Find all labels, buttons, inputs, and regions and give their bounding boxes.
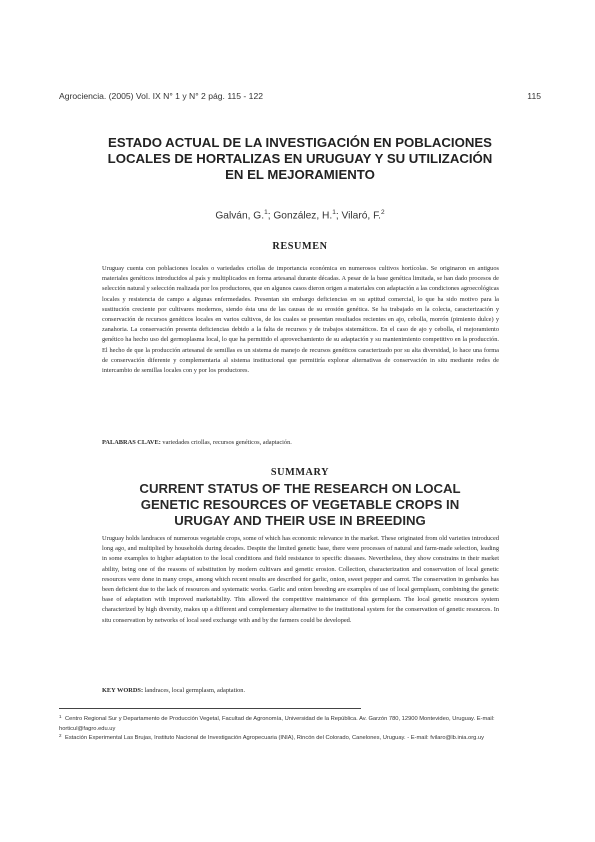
author-separator: ;	[267, 210, 274, 222]
journal-citation: Agrociencia. (2005) Vol. IX N° 1 y N° 2 pág. 115 - 122	[59, 91, 264, 101]
palabras-clave-text: variedades criollas, recursos genéticos, adaptación.	[160, 439, 292, 446]
key-words-text: landraces, local germplasm, adaptation.	[143, 687, 246, 694]
author-name: González, H.	[273, 210, 333, 222]
summary-text: Uruguay holds landraces of numerous vegetable crops, some of which has economic relevance in the market. These originated from old varieties introduced long ago, and multiplied by households during decades. Despite the limited genetic base, there were processes of natural and farm-made selection, leading in some examples to higher adaptation to the local conditions and field resistance to specific diseases. Nevertheless, they show constrains in their market ability, being one of the reasons of substitution by modern cultivars and genetic erosion. Collection, characterization and conservation of local genetic resources were done in many crops, among which recent results are described for garlic, onion, sweet pepper and carrot. The conservation in genbanks has been deficient due to the lack of resources and systematic works. Garlic and onion breeding are examples of use of local germplasm, combining the genetic base of adaptation with improved marketability. This allowed the competitive maintenance of this germplasm. The local genetic resources system characterized by high diversity, makes up a different and complementary alternative to the institutional system for the conservation of genetic resources. In situ conservation by networks of local seed exchange with and by the farmers could be developed.	[102, 535, 499, 624]
english-title-line: URUGAY AND THEIR USE IN BREEDING	[174, 512, 426, 528]
author-name: Vilaró, F.	[341, 210, 381, 222]
author-affiliation-mark: 1	[332, 209, 336, 216]
title-line: ESTADO ACTUAL DE LA INVESTIGACIÓN EN POBLACIONES	[108, 135, 492, 150]
footnote-text: Centro Regional Sur y Departamento de Producción Vegetal, Facultad de Agronomía, Universidad de la República. Av. Garzón 780, 12900 Montevideo, Uruguay. E-mail: horticul@fagro.edu.uy	[59, 716, 495, 732]
running-header	[59, 91, 541, 103]
author-separator: ;	[335, 210, 342, 222]
page-number: 115	[527, 91, 541, 101]
english-title-line: CURRENT STATUS OF THE RESEARCH ON LOCAL	[139, 481, 461, 496]
title-line: LOCALES DE HORTALIZAS EN URUGUAY Y SU UTILIZACIÓN	[107, 150, 493, 166]
footnote-mark: 1	[59, 714, 62, 719]
key-words-label: KEY WORDS:	[102, 687, 144, 694]
author-list	[59, 209, 541, 221]
author-affiliation-mark: 1	[264, 209, 268, 216]
palabras-clave	[102, 438, 499, 448]
resumen-heading: RESUMEN	[272, 241, 328, 252]
footnote	[59, 731, 541, 744]
summary-heading: SUMMARY	[270, 467, 330, 478]
footnote-text: Estación Experimental Las Brujas, Instituto Nacional de Investigación Agropecuaria (INIA), Rincón del Colorado, Canelones, Uruguay. - E-mail: fvilaro@lb.inia.org.uy	[65, 735, 484, 741]
key-words	[102, 686, 499, 696]
palabras-clave-label: PALABRAS CLAVE:	[102, 439, 161, 446]
resumen-text: Uruguay cuenta con poblaciones locales o variedades criollas de importancia económica en numerosos cultivos hortícolas. Se originaron en antiguos materiales genéticos introducidos al país y multiplicados en forma artesanal durante décadas. A pesar de la base genética limitada, se han dado procesos de selección natural y selección realizada por los productores, que en algunos casos dieron origen a materiales con adaptación a las condiciones agroecológicas locales y resistencia de campo a algunas enfermedades. Presentan sin embargo deficiencias en su aptitud comercial, lo que ha sido motivo para la sustitución creciente por cultivares modernos, siendo ésta una de las causas de su erosión genética. Se ha trabajado en la colecta, caracterización y conservación de recursos genéticos locales en varios cultivos, de los cuales se presentan resultados recientes en ajo, cebolla, morrón (pimiento dulce) y zanahoria. La conservación presenta deficiencias debido a la falta de recursos y de trabajos sistemáticos. En el caso de ajo y cebolla, el mejoramiento genético ha hecho uso del germoplasma local, lo que ha permitido el aprovechamiento de su adaptación y su mantenimiento competitivo en la producción. El hecho de que la producción artesanal de semillas es un sistema de manejo de recursos genéticos caracterizado por su alta diversidad, lo hace una forma de conservación diferente y complementaria al sistema institucional que permitiría explorar alternativas de conservación in situ mediante redes de intercambio de semillas locales con y por los productores.	[102, 265, 499, 375]
english-title-line: GENETIC RESOURCES OF VEGETABLE CROPS IN	[140, 496, 460, 512]
article-title	[59, 135, 541, 182]
title-line: EN EL MEJORAMIENTO	[225, 166, 375, 182]
footnote-divider	[59, 708, 361, 709]
author-name: Galván, G.	[215, 210, 265, 222]
footnote-mark: 2	[59, 733, 62, 738]
author-affiliation-mark: 2	[381, 209, 385, 216]
english-title	[59, 481, 541, 529]
